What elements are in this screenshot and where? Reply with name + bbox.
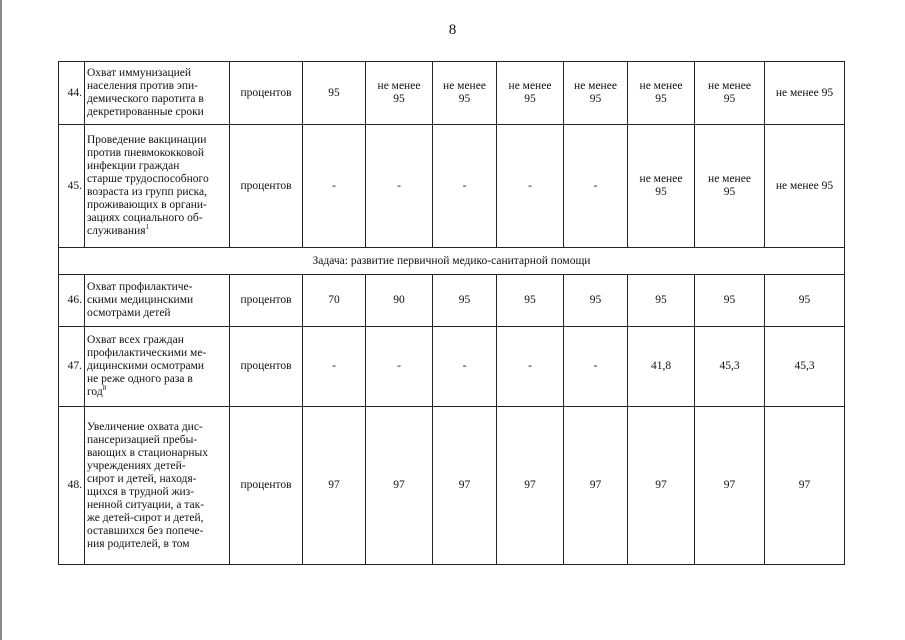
indicator-description: [85, 407, 230, 565]
description-line: профилактическими ме-: [87, 347, 207, 359]
description-line: осмотрами детей: [87, 307, 171, 319]
value-cell: 95: [433, 275, 497, 327]
value-cell: 95: [303, 62, 366, 125]
row-number: 45.: [59, 125, 85, 248]
value-cell: 95: [765, 275, 845, 327]
value-cell: 97: [433, 407, 497, 565]
unit-cell: процентов: [230, 125, 303, 248]
description-line: оставшихся без попече-: [87, 524, 204, 537]
value-cell: 97: [564, 407, 628, 565]
description-line: проживающих в органи-: [87, 199, 207, 211]
value-cell: не менее 95: [765, 125, 845, 248]
value-cell: -: [497, 327, 564, 407]
value-cell: не менее 95: [765, 62, 845, 125]
table-body-before: [59, 62, 845, 248]
indicators-table: [58, 61, 845, 565]
table-row: [59, 275, 845, 327]
description-line: ния родителей, в том: [87, 537, 190, 550]
table-row: [59, 407, 845, 565]
value-cell: 95: [695, 275, 765, 327]
value-cell: 95: [497, 275, 564, 327]
description-line: скими медицинскими: [87, 294, 194, 306]
unit-cell: процентов: [230, 327, 303, 407]
unit-cell: процентов: [230, 62, 303, 125]
value-cell: 90: [366, 275, 433, 327]
value-cell: -: [366, 327, 433, 407]
value-cell: не менее 95: [628, 62, 695, 125]
value-cell: 97: [628, 407, 695, 565]
value-cell: не менее 95: [497, 62, 564, 125]
value-cell: не менее 95: [695, 62, 765, 125]
value-cell: 41,8: [628, 327, 695, 407]
value-cell: 45,3: [765, 327, 845, 407]
description-line: против пневмококковой: [87, 147, 205, 159]
value-cell: 45,3: [695, 327, 765, 407]
description-line: зациях социального об-: [87, 212, 203, 224]
description-line: демического паротита в: [87, 93, 204, 105]
value-cell: не менее 95: [366, 62, 433, 125]
page-left-edge: [0, 0, 2, 640]
footnote-mark: 8: [102, 384, 107, 393]
value-cell: 97: [695, 407, 765, 565]
value-cell: -: [497, 125, 564, 248]
description-line: пансеризацией пребы-: [87, 433, 198, 446]
description-line: не реже одного раза в: [87, 373, 193, 385]
value-cell: -: [433, 125, 497, 248]
value-cell: 97: [303, 407, 366, 565]
description-line: Охват иммунизацией: [87, 67, 192, 79]
unit-cell: процентов: [230, 275, 303, 327]
indicator-description: [85, 62, 230, 125]
description-line: сирот и детей, находя-: [87, 472, 197, 485]
description-line: вающих в стационарных: [87, 446, 208, 459]
value-cell: 97: [366, 407, 433, 565]
value-cell: -: [564, 125, 628, 248]
description-line: Увеличение охвата дис-: [87, 420, 203, 433]
value-cell: -: [433, 327, 497, 407]
description-line: Проведение вакцинации: [87, 134, 207, 146]
value-cell: 70: [303, 275, 366, 327]
description-line: служивания$^1$: [87, 223, 150, 237]
value-cell: -: [303, 125, 366, 248]
task-row: [59, 248, 845, 275]
description-line: ненной ситуации, а так-: [87, 498, 205, 511]
footnote-mark: 1: [145, 223, 150, 232]
indicator-description: [85, 275, 230, 327]
description-line: дицинскими осмотрами: [87, 360, 205, 372]
value-cell: -: [303, 327, 366, 407]
value-cell: 95: [564, 275, 628, 327]
value-cell: 97: [765, 407, 845, 565]
description-line: Охват всех граждан: [87, 334, 184, 346]
row-number: 47.: [59, 327, 85, 407]
description-line: инфекции граждан: [87, 160, 180, 172]
table-row: [59, 125, 845, 248]
description-line: щихся в трудной жиз-: [87, 485, 195, 498]
value-cell: не менее 95: [564, 62, 628, 125]
row-number: 46.: [59, 275, 85, 327]
value-cell: -: [366, 125, 433, 248]
indicator-description: [85, 125, 230, 248]
indicator-description: [85, 327, 230, 407]
task-heading: Задача: развитие первичной медико-санитарной помощи: [59, 248, 845, 275]
task-section: [59, 248, 845, 275]
value-cell: 97: [497, 407, 564, 565]
description-line: населения против эпи-: [87, 80, 198, 92]
row-number: 44.: [59, 62, 85, 125]
value-cell: не менее 95: [695, 125, 765, 248]
description-line: Охват профилактиче-: [87, 281, 193, 293]
description-line: учреждениях детей-: [87, 459, 186, 472]
description-line: декретированные сроки: [87, 106, 204, 118]
description-line: же детей-сирот и детей,: [87, 511, 204, 524]
value-cell: не менее 95: [628, 125, 695, 248]
row-number: 48.: [59, 407, 85, 565]
description-line: возраста из групп риска,: [87, 186, 207, 198]
value-cell: 95: [628, 275, 695, 327]
table-row: [59, 327, 845, 407]
table-row: [59, 62, 845, 125]
value-cell: не менее 95: [433, 62, 497, 125]
page-number: 8: [448, 22, 457, 38]
description-line: год$^8$: [87, 384, 107, 398]
table-body-after: [59, 275, 845, 565]
unit-cell: процентов: [230, 407, 303, 565]
value-cell: -: [564, 327, 628, 407]
description-line: старше трудоспособного: [87, 173, 209, 185]
